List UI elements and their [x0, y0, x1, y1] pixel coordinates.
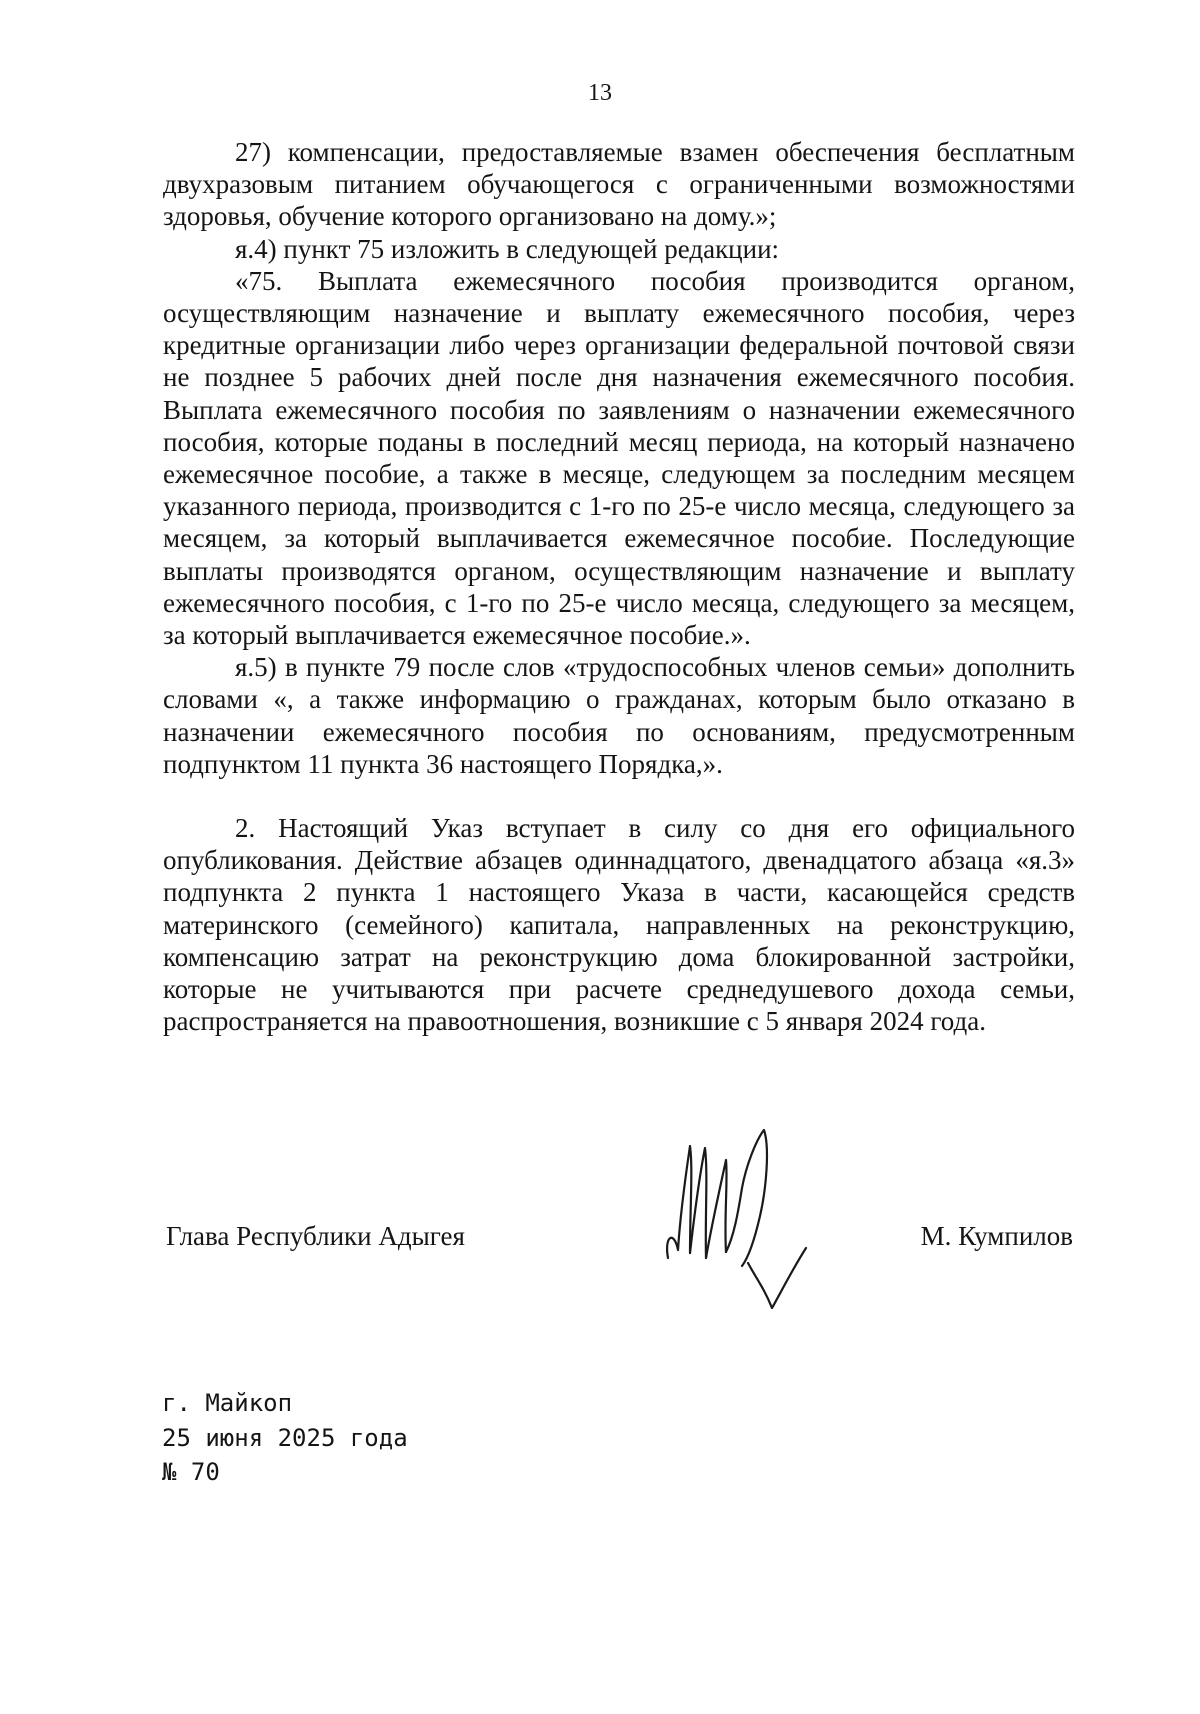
signatory-name: М. Кумпилов [920, 1221, 1073, 1251]
date: 25 июня 2025 года [162, 1423, 408, 1452]
signature-stroke-2 [690, 1148, 706, 1258]
paragraph-item-27: 27) компенсации, предоставляемые взамен обеспечения бесплатным двухразовым питанием обучающегося с ограниченными возможностями здоровья, обучение которого организовано на дому.»; [163, 137, 1075, 232]
signature-row [0, 1221, 1200, 1261]
signature-stroke-4 [726, 1130, 767, 1266]
handwritten-signature [660, 1118, 810, 1328]
place: г. Майкоп [162, 1389, 293, 1417]
paragraph-amendment-ya5: я.5) в пункте 79 после слов «трудоспособных членов семьи» дополнить словами «, а также информацию о гражданах, которым было отказано в назначении ежемесячного пособия по основаниям, предусмотренным подпунктом 11 пункта 36 настоящего Порядка,». [163, 652, 1075, 779]
paragraph-point-75: «75. Выплата ежемесячного пособия производится органом, осуществляющим назначение и выплату ежемесячного пособия, через кредитные организации либо через организации федеральной почтовой связи не позднее 5 рабочих дней после дня назначения ежемесячного пособия. Выплата ежемесячного пособия по заявлениям о назначении ежемесячного пособия, которые поданы в последний месяц периода, на который назначено ежемесячное пособие, а также в месяце, следующем за последним месяцем указанного периода, производится с 1-го по 25-е число месяца, следующего за месяцем, за который выплачивается ежемесячное пособие. Последующие выплаты производятся органом, осуществляющим назначение и выплату ежемесячного пособия, с 1-го по 25-е число месяца, следующего за месяцем, за который выплачивается ежемесячное пособие.». [163, 265, 1075, 651]
signature-stroke-1 [667, 1146, 691, 1258]
signature-stroke-5 [748, 1248, 806, 1308]
signatory-title: Глава Республики Адыгея [166, 1221, 465, 1251]
paragraph-amendment-ya4: я.4) пункт 75 изложить в следующей редакции: [235, 233, 780, 264]
decree-number: № 70 [162, 1458, 220, 1486]
signature-stroke-3 [706, 1160, 727, 1258]
document-body [163, 136, 1075, 1037]
paragraph-entry-into-force: 2. Настоящий Указ вступает в силу со дня его официального опубликования. Действие абзацев одиннадцатого, двенадцатого абзаца «я.3» подпункта 2 пункта 1 настоящего Указа в части, касающейся средств материнского (семейного) капитала, направленных на реконструкцию, компенсацию затрат на реконструкцию дома блокированной застройки, которые не учитываются при расчете среднедушевого дохода семьи, распространяется на правоотношения, возникшие с 5 января 2024 года. [163, 813, 1075, 1037]
page-number: 13 [588, 80, 612, 106]
place-date-block [162, 1386, 408, 1490]
